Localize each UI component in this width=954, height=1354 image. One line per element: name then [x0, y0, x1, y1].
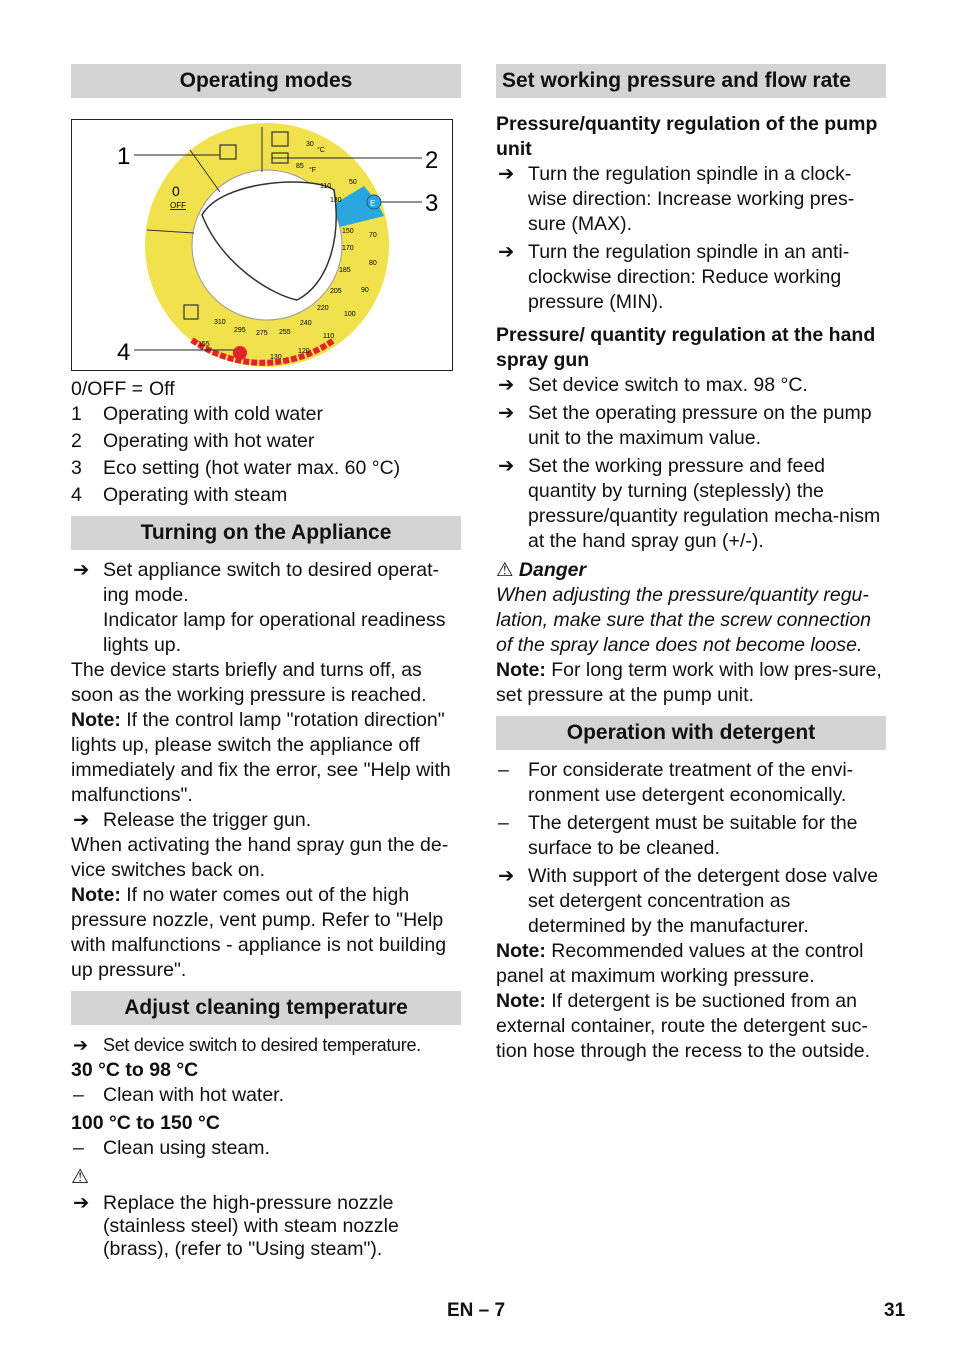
- operating-modes-dial-figure: [71, 119, 453, 371]
- danger-heading: ⚠ Danger: [496, 559, 587, 581]
- note-paragraph: Note: If detergent is be suctioned from an external container, route the detergent suc-tion hose through the recess to the outside.: [496, 990, 870, 1062]
- step-item: ➔ With support of the detergent dose valve set detergent concentration as determined by the manufacturer.: [498, 865, 879, 937]
- footer-page-number: 31: [884, 1300, 906, 1321]
- svg-text:50: 50: [349, 179, 357, 186]
- arrow-right-icon: ➔: [498, 865, 515, 887]
- dash-item: – The detergent must be suitable for the surface to be cleaned.: [498, 812, 858, 859]
- svg-text:170: 170: [342, 245, 354, 252]
- step-item: ➔ Replace the high-pressure nozzle (stainless steel) with steam nozzle (brass), (refer to "Using steam").: [73, 1192, 399, 1260]
- svg-text:85: 85: [296, 163, 304, 170]
- subheading: Pressure/quantity regulation of the pump unit: [496, 113, 878, 160]
- svg-text:240: 240: [300, 320, 312, 327]
- paragraph: The device starts briefly and turns off, as soon as the working pressure is reached.: [71, 659, 427, 706]
- note-paragraph: Note: For long term work with low pres-sure, set pressure at the pump unit.: [496, 659, 882, 706]
- note-paragraph: Note: If the control lamp "rotation direction" lights up, please switch the appliance off immediately and fix the error, see "Help with malfunctions".: [71, 709, 451, 806]
- section-heading-pressure: Set working pressure and flow rate: [496, 64, 886, 98]
- svg-text:130: 130: [330, 197, 342, 204]
- callout-4: 4: [117, 339, 131, 366]
- callout-2: 2: [425, 147, 439, 174]
- arrow-right-icon: ➔: [73, 559, 90, 581]
- svg-text:310: 310: [214, 319, 226, 326]
- section-heading-adjust-temperature: Adjust cleaning temperature: [71, 991, 461, 1025]
- legend-row: 4 Operating with steam: [71, 484, 288, 506]
- warning-icon: ⚠: [71, 1166, 89, 1188]
- svg-text:70: 70: [369, 232, 377, 239]
- svg-text:110: 110: [320, 183, 332, 190]
- dash-item: – Clean with hot water.: [73, 1084, 285, 1106]
- step-item: ➔ Set appliance switch to desired operat-ing mode.: [73, 559, 440, 606]
- svg-text:100: 100: [344, 311, 356, 318]
- arrow-right-icon: ➔: [498, 241, 515, 263]
- arrow-right-icon: ➔: [73, 1192, 90, 1214]
- dash-item: – For considerate treatment of the envi-ronment use detergent economically.: [498, 759, 854, 806]
- svg-text:185: 185: [339, 267, 351, 274]
- right-column: [496, 64, 886, 1064]
- arrow-right-icon: ➔: [73, 1035, 88, 1055]
- footer-section-label: EN – 7: [447, 1300, 506, 1321]
- svg-text:205: 205: [330, 288, 342, 295]
- warning-icon: ⚠: [496, 559, 514, 581]
- legend-row: 3 Eco setting (hot water max. 60 °C): [71, 457, 401, 479]
- svg-text:OFF: OFF: [170, 201, 186, 210]
- legend-row: 0/OFF = Off: [71, 378, 175, 400]
- temperature-range-heading: 100 °C to 150 °C: [71, 1112, 220, 1134]
- svg-text:E: E: [370, 199, 376, 208]
- paragraph: When activating the hand spray gun the de-vice switches back on.: [71, 834, 449, 881]
- arrow-right-icon: ➔: [73, 809, 90, 831]
- svg-text:275: 275: [256, 330, 268, 337]
- svg-text:255: 255: [279, 329, 291, 336]
- svg-text:110: 110: [323, 333, 335, 340]
- callout-3: 3: [425, 190, 439, 217]
- step-item: ➔ Turn the regulation spindle in a clock-wise direction: Increase working pres-sure (MAX).: [498, 163, 855, 235]
- svg-text:220: 220: [317, 305, 329, 312]
- steam-icon: [233, 346, 247, 360]
- section-heading-turning-on: Turning on the Appliance: [71, 516, 461, 550]
- legend-row: 2 Operating with hot water: [71, 430, 315, 452]
- dial-diagram: [72, 120, 452, 370]
- subheading: Pressure/ quantity regulation at the hand spray gun: [496, 324, 876, 371]
- arrow-right-icon: ➔: [498, 455, 515, 477]
- step-item: ➔ Set the working pressure and feed quantity by turning (steplessly) the pressure/quantity regulation mecha-nism at the hand spray gun (+/-).: [498, 455, 881, 552]
- svg-text:0: 0: [172, 183, 180, 199]
- dash-item: – Clean using steam.: [73, 1137, 270, 1159]
- arrow-right-icon: ➔: [498, 374, 515, 396]
- step-item: ➔ Set device switch to max. 98 °C.: [498, 374, 808, 396]
- step-item: ➔ Release the trigger gun.: [73, 809, 312, 831]
- svg-text:30: 30: [306, 141, 314, 148]
- svg-text:°C: °C: [317, 147, 325, 154]
- note-paragraph: Note: Recommended values at the control panel at maximum working pressure.: [496, 940, 864, 987]
- figure-legend: [71, 377, 461, 508]
- svg-text:120: 120: [298, 348, 310, 355]
- svg-text:295: 295: [234, 327, 246, 334]
- svg-text:155: 155: [198, 341, 210, 348]
- note-paragraph: Note: If no water comes out of the high pressure nozzle, vent pump. Refer to "Help with malfunctions - appliance is not building up pressure".: [71, 884, 447, 981]
- legend-row: 1 Operating with cold water: [71, 403, 324, 425]
- step-note: Indicator lamp for operational readiness lights up.: [103, 609, 446, 656]
- svg-text:90: 90: [361, 287, 369, 294]
- section-heading-detergent: Operation with detergent: [496, 716, 886, 750]
- step-item: ➔ Turn the regulation spindle in an anti-clockwise direction: Reduce working pressure (MIN).: [498, 241, 850, 313]
- svg-text:°F: °F: [309, 167, 317, 174]
- svg-text:130: 130: [270, 354, 282, 361]
- arrow-right-icon: ➔: [498, 402, 515, 424]
- step-item: ➔ Set device switch to desired temperature.: [71, 1033, 461, 1058]
- svg-text:80: 80: [369, 260, 377, 267]
- svg-text:150: 150: [342, 228, 354, 235]
- left-column: [71, 64, 461, 1261]
- step-item: ➔ Set the operating pressure on the pump unit to the maximum value.: [498, 402, 872, 449]
- temperature-range-heading: 30 °C to 98 °C: [71, 1059, 199, 1081]
- arrow-right-icon: ➔: [498, 163, 515, 185]
- danger-text: When adjusting the pressure/quantity regu-lation, make sure that the screw connection of the spray lance does not become loose.: [496, 584, 872, 656]
- callout-1: 1: [117, 143, 131, 170]
- section-heading-operating-modes: Operating modes: [71, 64, 461, 98]
